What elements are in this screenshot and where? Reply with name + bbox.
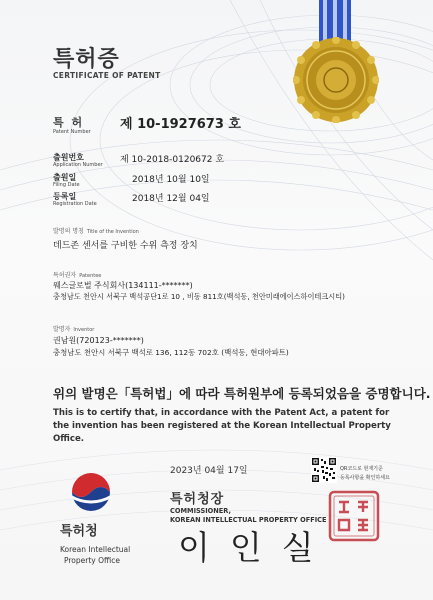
commissioner-title-en-line2: KOREAN INTELLECTUAL PROPERTY OFFICE — [170, 516, 327, 524]
inventor-label-ko: 발명자 — [53, 326, 71, 333]
certification-text: 위의 발명은「특허법」에 따라 특허원부에 등록되었음을 증명합니다. — [53, 386, 431, 401]
invention-label — [53, 226, 139, 235]
filing-date: 2018년 10월 10일 — [132, 175, 210, 185]
inventor-address: 충청남도 천안시 서북구 백석로 136, 112동 702호 (백석동, 현대아파트) — [53, 348, 289, 357]
issue-date: 2023년 04월 17일 — [170, 466, 248, 476]
commissioner-signature: 이인실 — [178, 528, 334, 567]
application-label-en: Application Number — [53, 162, 103, 168]
office-name-en-line2: Property Office — [63, 556, 120, 565]
invention-label-ko: 발명의 명칭 — [53, 228, 84, 235]
registration-date: 2018년 12월 04일 — [132, 194, 210, 204]
filing-label: 출원일 — [53, 173, 77, 182]
qr-caption-line1: QR코드로 현재기준 — [340, 466, 383, 472]
inventor-label-en: Inventor — [73, 327, 95, 333]
registration-label-en: Registration Date — [53, 201, 97, 207]
application-number: 제 10-2018-0120672 호 — [120, 155, 225, 165]
patentee-label-ko: 특허권자 — [53, 272, 77, 279]
patent-label-en: Patent Number — [53, 129, 91, 135]
patentee-address: 충청남도 천안시 서북구 백석공단1로 10 , 비동 811호(백석동, 천안미래에이스하이테크시티) — [53, 292, 345, 301]
office-name-en-line1: Korean Intellectual — [60, 545, 131, 554]
kipo-logo-icon — [64, 470, 118, 514]
gold-seal — [293, 37, 379, 123]
patentee-label — [53, 270, 101, 279]
patent-number: 제 10-1927673 호 — [120, 117, 241, 132]
commissioner-title-en-line1: COMMISSIONER, — [170, 507, 232, 515]
filing-label-en: Filing Date — [53, 182, 80, 188]
inventor-name: 권남원(720123-*******) — [53, 336, 144, 345]
application-label: 출원번호 — [53, 153, 84, 162]
patentee-name: 웨스글로벌 주식회사(134111-*******) — [53, 281, 193, 290]
certificate-title: 특허증 — [53, 47, 120, 72]
patentee-label-en: Patentee — [79, 273, 102, 279]
certification-text-en: This is to certify that, in accordance with the Patent Act, a patent for the invention has been registered at the Korean Intellectual Property Office. — [53, 408, 391, 444]
patent-label: 특 허 — [53, 116, 85, 129]
official-stamp — [328, 490, 380, 542]
office-name: 특허청 — [60, 524, 98, 539]
invention-title: 데드존 센서를 구비한 수위 측정 장치 — [53, 241, 198, 251]
certificate-title-en: CERTIFICATE OF PATENT — [53, 71, 161, 80]
qr-caption-line2: 등록사항을 확인하세요 — [340, 475, 390, 481]
invention-label-en: Title of the Invention — [86, 229, 139, 235]
registration-label: 등록일 — [53, 192, 77, 201]
qr-code[interactable] — [311, 457, 337, 483]
inventor-label — [53, 324, 94, 333]
commissioner-title: 특허청장 — [170, 492, 225, 507]
